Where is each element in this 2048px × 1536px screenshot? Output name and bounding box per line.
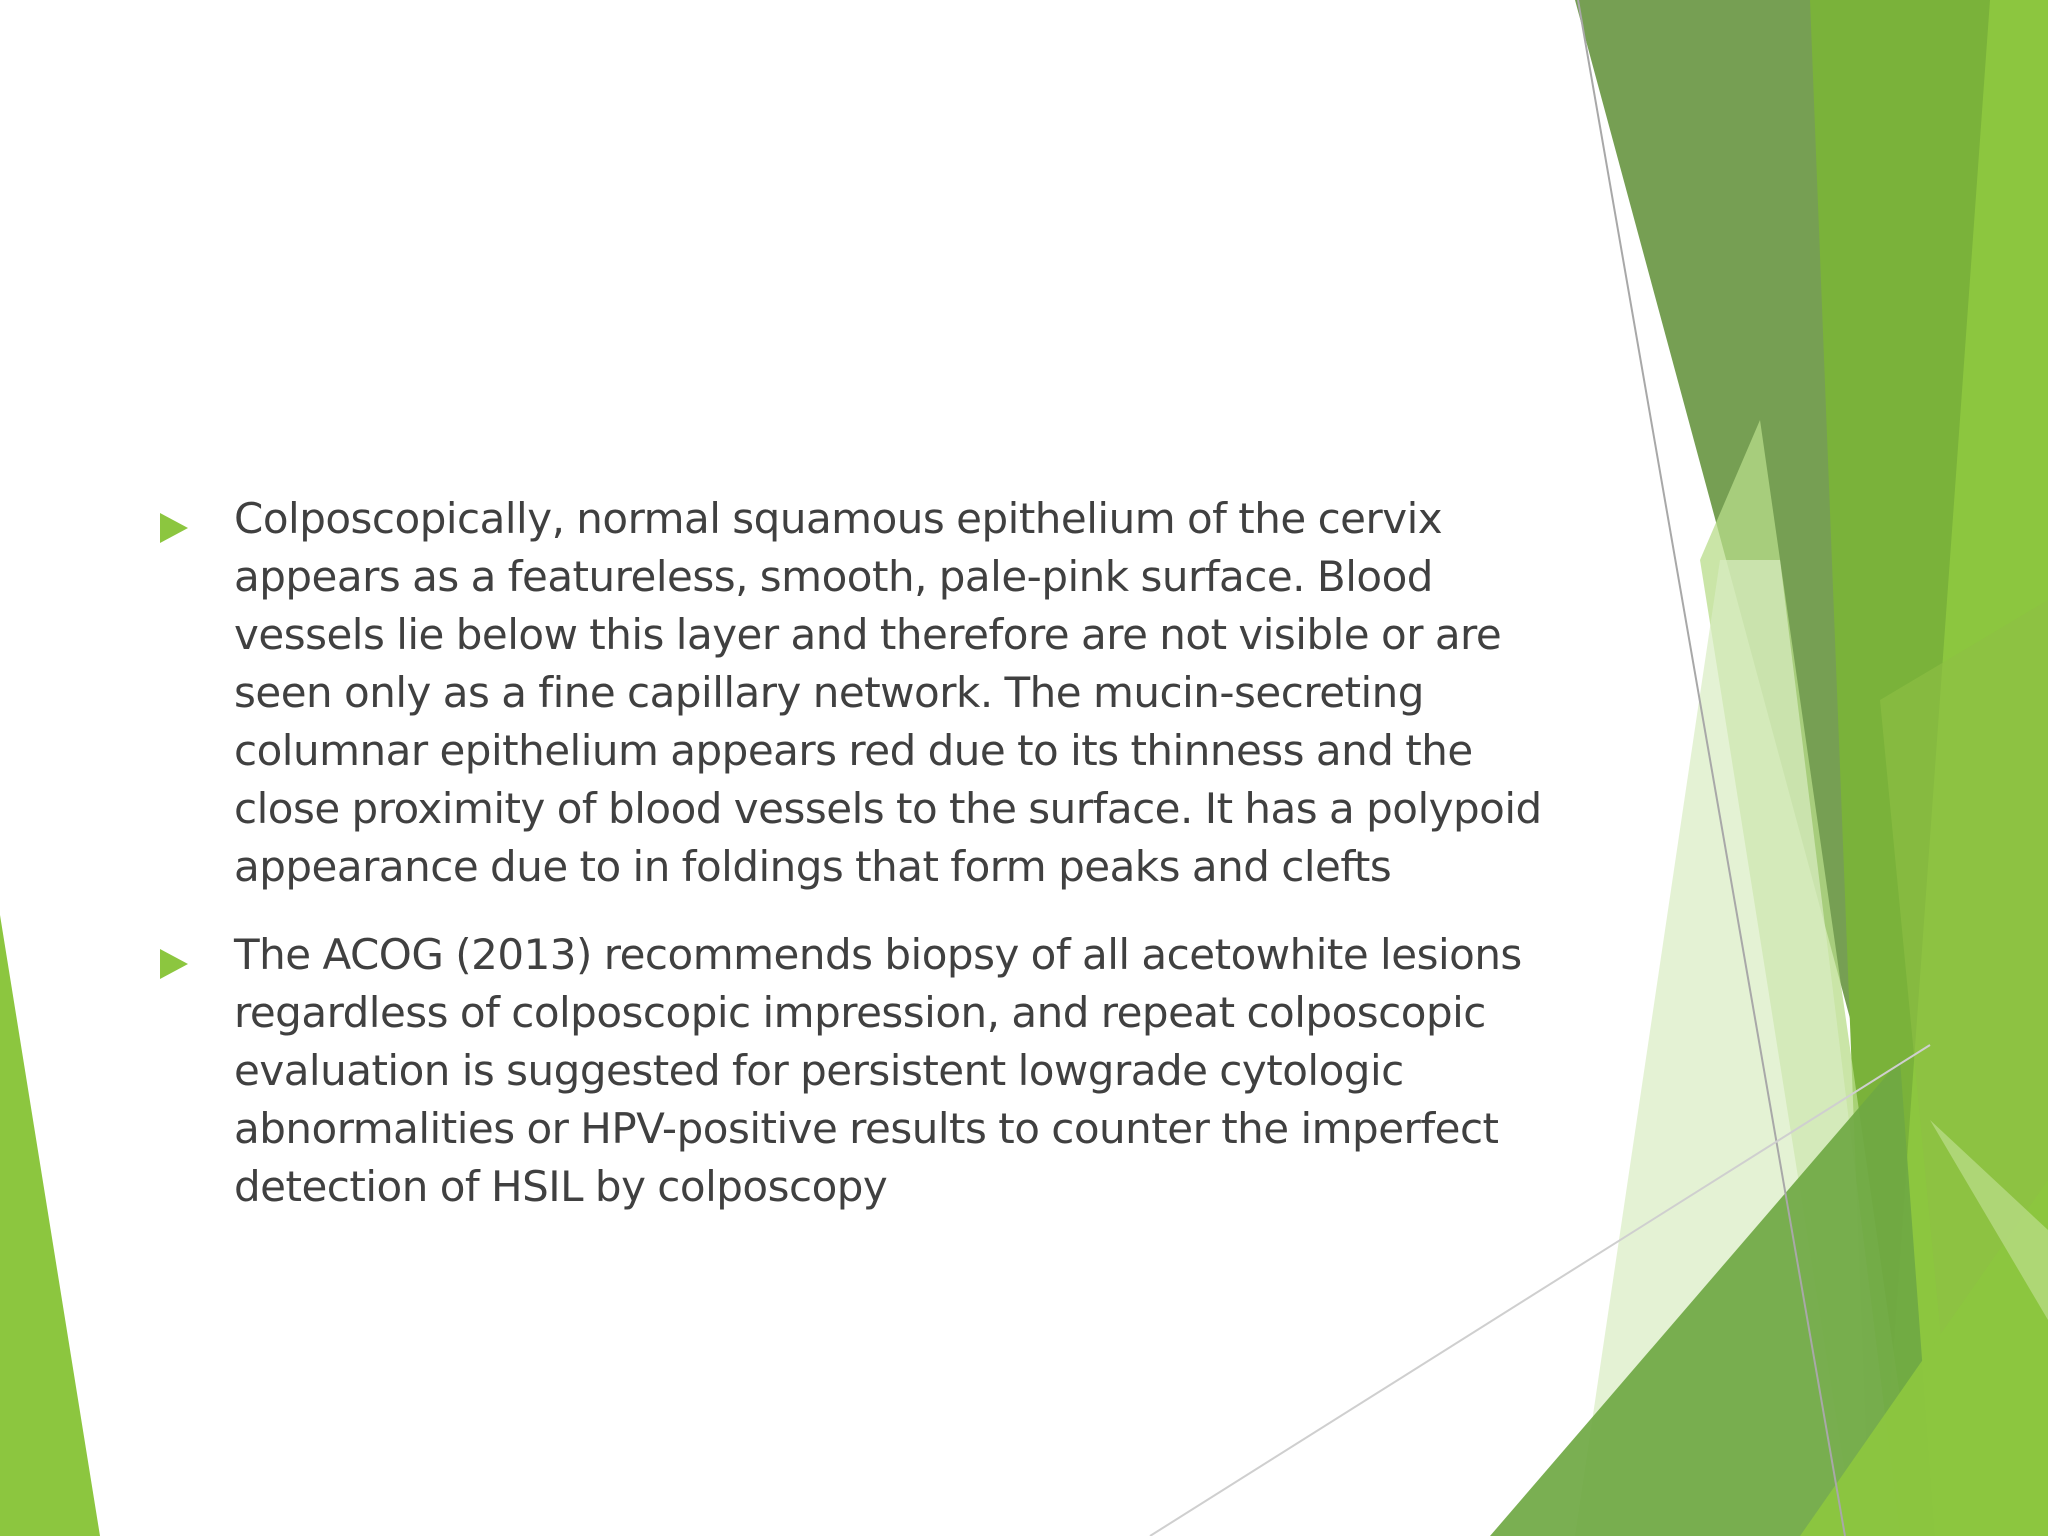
- bullet-item: [150, 490, 1570, 896]
- triangle-right-icon: [160, 513, 188, 543]
- left-green-sliver: [0, 915, 100, 1536]
- bullet-list: [150, 490, 1570, 1246]
- bullet-text: Colposcopically, normal squamous epithelium of the cervix appears as a featureless, smooth, pale-pink surface. Blood vessels lie below this layer and therefore are not visible or are seen only as a fine capillary network. The mucin-secreting columnar epithelium appears red due to its thinness and the close proximity of blood vessels to the surface. It has a polypoid appearance due to in foldings that form peaks and clefts: [234, 494, 1542, 891]
- triangle-right-icon: [160, 949, 188, 979]
- bullet-item: [150, 926, 1570, 1216]
- bullet-text: The ACOG (2013) recommends biopsy of all acetowhite lesions regardless of colposcopic impression, and repeat colposcopic evaluation is suggested for persistent lowgrade cytologic abnormalities or HPV-positive results to counter the imperfect detection of HSIL by colposcopy: [234, 930, 1522, 1211]
